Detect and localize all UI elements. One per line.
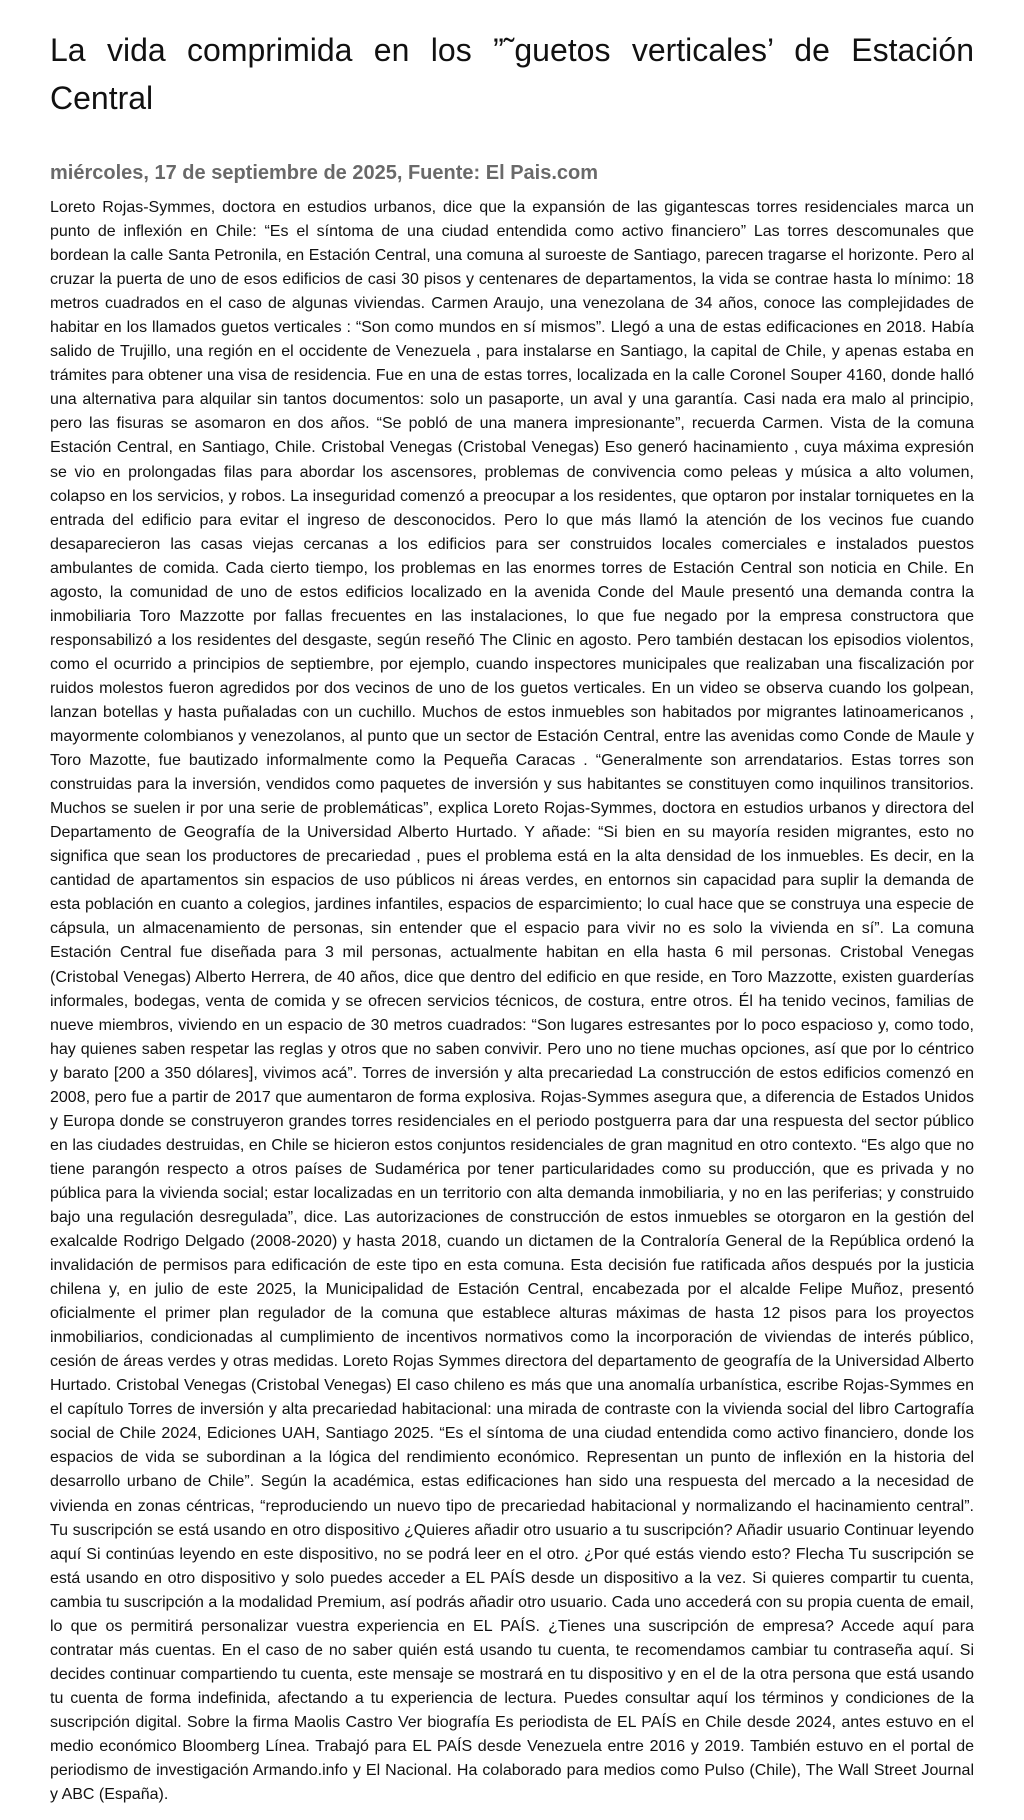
article-date-source: miércoles, 17 de septiembre de 2025, Fuente: El Pais.com	[50, 162, 599, 184]
article-title: La vida comprimida en los ”˜guetos verticales’ de Estación Central	[50, 32, 974, 116]
article-body: Loreto Rojas-Symmes, doctora en estudios urbanos, dice que la expansión de las gigantescas torres residenciales marca un punto de inflexión en Chile: “Es el síntoma de una ciudad entendida como activo financiero” Las torres descomunales que bordean la calle Santa Petronila, en Estación Central, una comuna al suroeste de Santiago, parecen tragarse el horizonte. Pero al cruzar la puerta de uno de esos edificios de casi 30 pisos y centenares de departamentos, la vida se contrae hasta lo mínimo: 18 metros cuadrados en el caso de algunas viviendas. Carmen Araujo, una venezolana de 34 años, conoce las complejidades de habitar en los llamados guetos verticales : “Son como mundos en sí mismos”. Llegó a una de estas edificaciones en 2018. Había salido de Trujillo, una región en el occidente de Venezuela , para instalarse en Santiago, la capital de Chile, y apenas estaba en trámites para obtener una visa de residencia. Fue en una de estas torres, localizada en la calle Coronel Souper 4160, donde halló una alternativa para alquilar sin tantos documentos: solo un pasaporte, un aval y una garantía. Casi nada era malo al principio, pero las fisuras se asomaron en dos años. “Se pobló de una manera impresionante”, recuerda Carmen. Vista de la comuna Estación Central, en Santiago, Chile. Cristobal Venegas (Cristobal Venegas) Eso generó hacinamiento , cuya máxima expresión se vio en prolongadas filas para abordar los ascensores, problemas de convivencia como peleas y música a alto volumen, colapso en los servicios, y robos. La inseguridad comenzó a preocupar a los residentes, que optaron por instalar torniquetes en la entrada del edificio para evitar el ingreso de desconocidos. Pero lo que más llamó la atención de los vecinos fue cuando desaparecieron las casas viejas cercanas a los edificios para ser construidos locales comerciales e instalados puestos ambulantes de comida. Cada cierto tiempo, los problemas en las enormes torres de Estación Central son noticia en Chile. En agosto, la comunidad de uno de estos edificios localizado en la avenida Conde del Maule presentó una demanda contra la inmobiliaria Toro Mazzotte por fallas frecuentes en las instalaciones, lo que fue negado por la empresa constructora que responsabilizó a los residentes del desgaste, según reseñó The Clinic en agosto. Pero también destacan los episodios violentos, como el ocurrido a principios de septiembre, por ejemplo, cuando inspectores municipales que realizaban una fiscalización por ruidos molestos fueron agredidos por dos vecinos de uno de los guetos verticales. En un video se observa cuando los golpean, lanzan botellas y hasta puñaladas con un cuchillo. Muchos de estos inmuebles son habitados por migrantes latinoamericanos , mayormente colombianos y venezolanos, al punto que un sector de Estación Central, entre las avenidas como Conde de Maule y Toro Mazotte, fue bautizado informalmente como la Pequeña Caracas . “Generalmente son arrendatarios. Estas torres son construidas para la inversión, vendidos como paquetes de inversión y sus habitantes se constituyen como inquilinos transitorios. Muchos se suelen ir por una serie de problemáticas”, explica Loreto Rojas-Symmes, doctora en estudios urbanos y directora del Departamento de Geografía de la Universidad Alberto Hurtado. Y añade: “Si bien en su mayoría residen migrantes, esto no significa que sean los productores de precariedad , pues el problema está en la alta densidad de los inmuebles. Es decir, en la cantidad de apartamentos sin espacios de uso públicos ni áreas verdes, en entornos sin capacidad para suplir la demanda de esta población en cuanto a colegios, jardines infantiles, espacios de esparcimiento; lo cual hace que se construya una especie de cápsula, un almacenamiento de personas, sin entender que el espacio para vivir no es solo la vivienda en sí”. La comuna Estación Central fue diseñada para 3 mil personas, actualmente habitan en ella hasta 6 mil personas. Cristobal Venegas (Cristobal Venegas) Alberto Herrera, de 40 años, dice que dentro del edificio en que reside, en Toro Mazzotte, existen guarderías informales, bodegas, venta de comida y se ofrecen servicios técnicos, de costura, entre otros. Él ha tenido vecinos, familias de nueve miembros, viviendo en un espacio de 30 metros cuadrados: “Son lugares estresantes por lo poco espacioso y, como todo, hay quienes saben respetar las reglas y otros que no saben convivir. Pero uno no tiene muchas opciones, así que por lo céntrico y barato [200 a 350 dólares], vivimos acá”. Torres de inversión y alta precariedad La construcción de estos edificios comenzó en 2008, pero fue a partir de 2017 que aumentaron de forma explosiva. Rojas-Symmes asegura que, a diferencia de Estados Unidos y Europa donde se construyeron grandes torres residenciales en el periodo postguerra para dar una respuesta del sector público en las ciudades destruidas, en Chile se hicieron estos conjuntos residenciales de gran magnitud en otro contexto. “Es algo que no tiene parangón respecto a otros países de Sudamérica por tener particularidades como su producción, que es privada y no pública para la vivienda social; estar localizadas en un territorio con alta demanda inmobiliaria, y no en las periferias; y construido bajo una regulación desregulada”, dice. Las autorizaciones de construcción de estos inmuebles se otorgaron en la gestión del exalcalde Rodrigo Delgado (2008-2020) y hasta 2018, cuando un dictamen de la Contraloría General de la República ordenó la invalidación de permisos para edificación de este tipo en esta comuna. Esta decisión fue ratificada años después por la justicia chilena y, en julio de este 2025, la Municipalidad de Estación Central, encabezada por el alcalde Felipe Muñoz, presentó oficialmente el primer plan regulador de la comuna que establece alturas máximas de hasta 12 pisos para los proyectos inmobiliarios, condicionadas al cumplimiento de incentivos normativos como la incorporación de viviendas de interés público, cesión de áreas verdes y otras medidas. Loreto Rojas Symmes directora del departamento de geografía de la Universidad Alberto Hurtado. Cristobal Venegas (Cristobal Venegas) El caso chileno es más que una anomalía urbanística, escribe Rojas-Symmes en el capítulo Torres de inversión y alta precariedad habitacional: una mirada de contraste con la vivienda social del libro Cartografía social de Chile 2024, Ediciones UAH, Santiago 2025. “Es el síntoma de una ciudad entendida como activo financiero, donde los espacios de vida se subordinan a la lógica del rendimiento económico. Representan un punto de inflexión en la historia del desarrollo urbano de Chile”. Según la académica, estas edificaciones han sido una respuesta del mercado a la necesidad de vivienda en zonas céntricas, “reproduciendo un nuevo tipo de precariedad habitacional y normalizando el hacinamiento central”. Tu suscripción se está usando en otro dispositivo ¿Quieres añadir otro usuario a tu suscripción? Añadir usuario Continuar leyendo aquí Si continúas leyendo en este dispositivo, no se podrá leer en el otro. ¿Por qué estás viendo esto? Flecha Tu suscripción se está usando en otro dispositivo y solo puedes acceder a EL PAÍS desde un dispositivo a la vez. Si quieres compartir tu cuenta, cambia tu suscripción a la modalidad Premium, así podrás añadir otro usuario. Cada uno accederá con su propia cuenta de email, lo que os permitirá personalizar vuestra experiencia en EL PAÍS. ¿Tienes una suscripción de empresa? Accede aquí para contratar más cuentas. En el caso de no saber quién está usando tu cuenta, te recomendamos cambiar tu contraseña aquí. Si decides continuar compartiendo tu cuenta, este mensaje se mostrará en tu dispositivo y en el de la otra persona que está usando tu cuenta de forma indefinida, afectando a tu experiencia de lectura. Puedes consultar aquí los términos y condiciones de la suscripción digital. Sobre la firma Maolis Castro Ver biografía Es periodista de EL PAÍS en Chile desde 2024, antes estuvo en el medio económico Bloomberg Línea. Trabajó para EL PAÍS desde Venezuela entre 2016 y 2019. También estuvo en el portal de periodismo de investigación Armando.info y El Nacional. Ha colaborado para medios como Pulso (Chile), The Wall Street Journal y ABC (España).	[50, 199, 974, 1804]
